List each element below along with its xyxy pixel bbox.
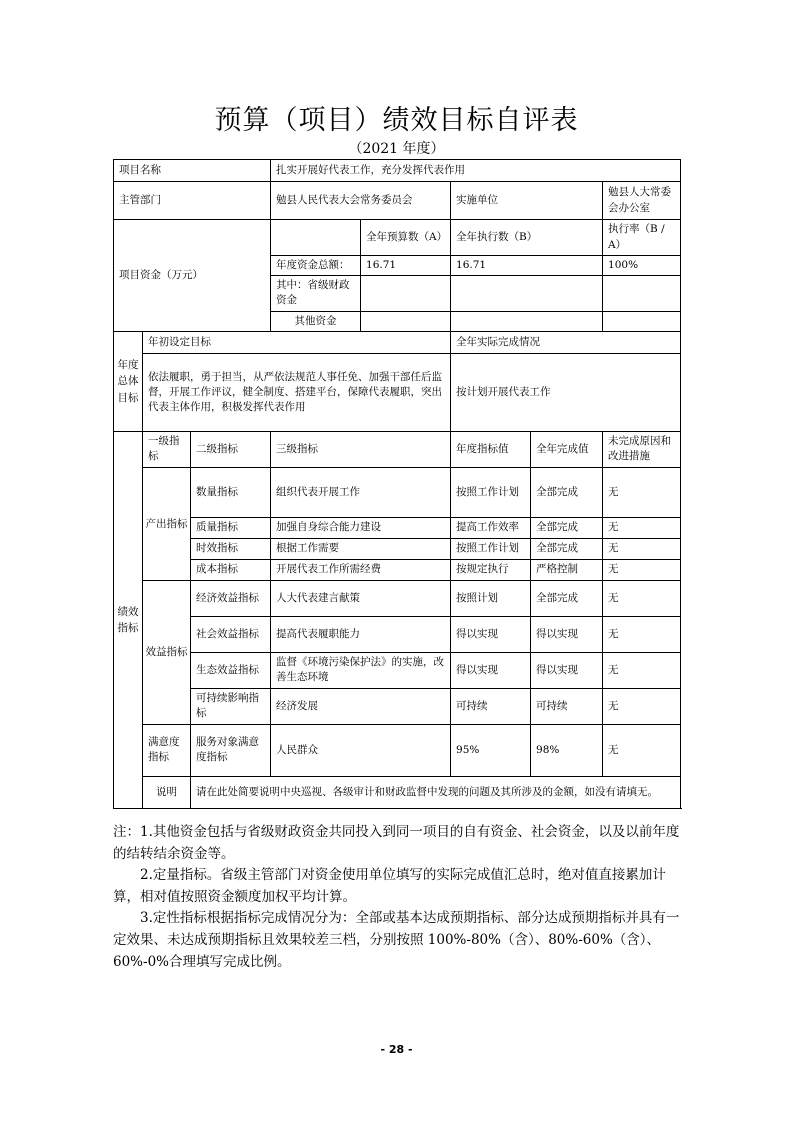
indicator-level3: 人大代表建言献策	[271, 580, 451, 616]
indicator-reason: 无	[603, 559, 681, 580]
year-label: （2021 年度）	[348, 141, 445, 157]
indicator-level2: 生态效益指标	[191, 652, 271, 688]
dept-label: 主管部门	[114, 182, 271, 220]
indicator-completion-value: 得以实现	[531, 616, 603, 652]
other-budget	[361, 311, 451, 331]
header-completion-value: 全年完成值	[531, 431, 603, 467]
indicator-level2: 质量指标	[191, 517, 271, 538]
performance-indicators-side-label: 绩效指标	[114, 431, 143, 808]
total-rate: 100%	[603, 256, 681, 276]
indicator-level2: 时效指标	[191, 538, 271, 559]
indicator-completion-value: 98%	[531, 724, 603, 776]
indicator-level2: 数量指标	[191, 467, 271, 517]
indicator-reason: 无	[603, 724, 681, 776]
indicator-completion-value: 全部完成	[531, 538, 603, 559]
indicator-level3: 人民群众	[271, 724, 451, 776]
col-budget-header: 全年预算数（A）	[361, 220, 451, 256]
indicator-annual-value: 95%	[451, 724, 531, 776]
note-1: 注：1.其他资金包括与省级财政资金共同投入到同一项目的自有资金、社会资金，以及以前年度的结转结余资金等。	[113, 824, 680, 862]
indicator-completion-value: 严格控制	[531, 559, 603, 580]
header-annual-value: 年度指标值	[451, 431, 531, 467]
provincial-rate	[603, 276, 681, 311]
funds-label: 项目资金（万元）	[114, 220, 271, 332]
indicator-reason: 无	[603, 517, 681, 538]
unit-value: 勉县人大常委会办公室	[603, 182, 681, 220]
indicator-annual-value: 按照计划	[451, 580, 531, 616]
remark-text: 请在此处简要说明中央巡视、各级审计和财政监督中发现的问题及其所涉及的金额，如没有请填无。	[191, 776, 681, 808]
indicator-level3: 监督《环境污染保护法》的实施，改善生态环境	[271, 652, 451, 688]
header-level3: 三级指标	[271, 431, 451, 467]
total-exec: 16.71	[451, 256, 603, 276]
benefit-indicators-label: 效益指标	[143, 580, 191, 724]
evaluation-table	[113, 159, 681, 809]
header-level2: 二级指标	[191, 431, 271, 467]
indicator-completion-value: 全部完成	[531, 580, 603, 616]
header-level1: 一级指标	[143, 431, 191, 467]
notes	[113, 822, 685, 973]
indicator-level2: 服务对象满意度指标	[191, 724, 271, 776]
total-funds-label: 年度资金总额：	[271, 256, 361, 276]
provincial-exec	[451, 276, 603, 311]
indicator-annual-value: 可持续	[451, 688, 531, 724]
indicator-completion-value: 全部完成	[531, 517, 603, 538]
other-exec	[451, 311, 603, 331]
set-target-label: 年初设定目标	[143, 331, 451, 353]
indicator-level3: 根据工作需要	[271, 538, 451, 559]
indicator-completion-value: 得以实现	[531, 652, 603, 688]
indicator-level2: 成本指标	[191, 559, 271, 580]
set-target-text: 依法履职，勇于担当，从严依法规范人事任免、加强干部任后监督，开展工作评议，健全制度、搭建平台，保障代表履职，突出代表主体作用，积极发挥代表作用	[143, 353, 451, 431]
indicator-reason: 无	[603, 688, 681, 724]
funds-header-blank	[271, 220, 361, 256]
indicator-reason: 无	[603, 538, 681, 559]
project-name: 扎实开展好代表工作，充分发挥代表作用	[271, 160, 681, 182]
actual-completion-text: 按计划开展代表工作	[451, 353, 681, 431]
indicator-annual-value: 得以实现	[451, 652, 531, 688]
indicator-level3: 经济发展	[271, 688, 451, 724]
indicator-reason: 无	[603, 652, 681, 688]
indicator-reason: 无	[603, 616, 681, 652]
other-rate	[603, 311, 681, 331]
col-exec-header: 全年执行数（B）	[451, 220, 603, 256]
indicator-completion-value: 可持续	[531, 688, 603, 724]
indicator-level3: 加强自身综合能力建设	[271, 517, 451, 538]
provincial-budget	[361, 276, 451, 311]
other-funds-label: 其他资金	[271, 311, 361, 331]
indicator-annual-value: 提高工作效率	[451, 517, 531, 538]
page-number: - 28 -	[380, 1043, 413, 1056]
indicator-reason: 无	[603, 467, 681, 517]
indicator-annual-value: 按规定执行	[451, 559, 531, 580]
project-name-label: 项目名称	[114, 160, 271, 182]
note-3: 3.定性指标根据指标完成情况分为：全部或基本达成预期指标、部分达成预期指标并具有一定效果、未达成预期指标且效果较差三档，分别按照 100%-80%（含）、80%-60%（含）、60%-0%合理填写完成比例。	[113, 910, 680, 970]
total-budget: 16.71	[361, 256, 451, 276]
dept-value: 勉县人民代表大会常务委员会	[271, 182, 451, 220]
remark-label: 说明	[143, 776, 191, 808]
page-title: 预算（项目）绩效目标自评表	[214, 105, 579, 136]
col-rate-header: 执行率（B / A）	[603, 220, 681, 256]
indicator-reason: 无	[603, 580, 681, 616]
indicator-level2: 经济效益指标	[191, 580, 271, 616]
indicator-level2: 可持续影响指标	[191, 688, 271, 724]
header-reason: 未完成原因和改进措施	[603, 431, 681, 467]
indicator-level3: 组织代表开展工作	[271, 467, 451, 517]
output-indicators-label: 产出指标	[143, 467, 191, 580]
satisfaction-indicators-label: 满意度指标	[143, 724, 191, 776]
indicator-annual-value: 得以实现	[451, 616, 531, 652]
indicator-annual-value: 按照工作计划	[451, 467, 531, 517]
indicator-level3: 开展代表工作所需经费	[271, 559, 451, 580]
unit-label: 实施单位	[451, 182, 603, 220]
indicator-level2: 社会效益指标	[191, 616, 271, 652]
indicator-annual-value: 按照工作计划	[451, 538, 531, 559]
indicator-completion-value: 全部完成	[531, 467, 603, 517]
provincial-funds-label: 其中：省级财政资金	[271, 276, 361, 311]
indicator-level3: 提高代表履职能力	[271, 616, 451, 652]
note-2: 2.定量指标。省级主管部门对资金使用单位填写的实际完成值汇总时，绝对值直接累加计算，相对值按照资金额度加权平均计算。	[113, 867, 666, 905]
actual-completion-label: 全年实际完成情况	[451, 331, 681, 353]
annual-target-side-label: 年度总体目标	[114, 331, 143, 431]
